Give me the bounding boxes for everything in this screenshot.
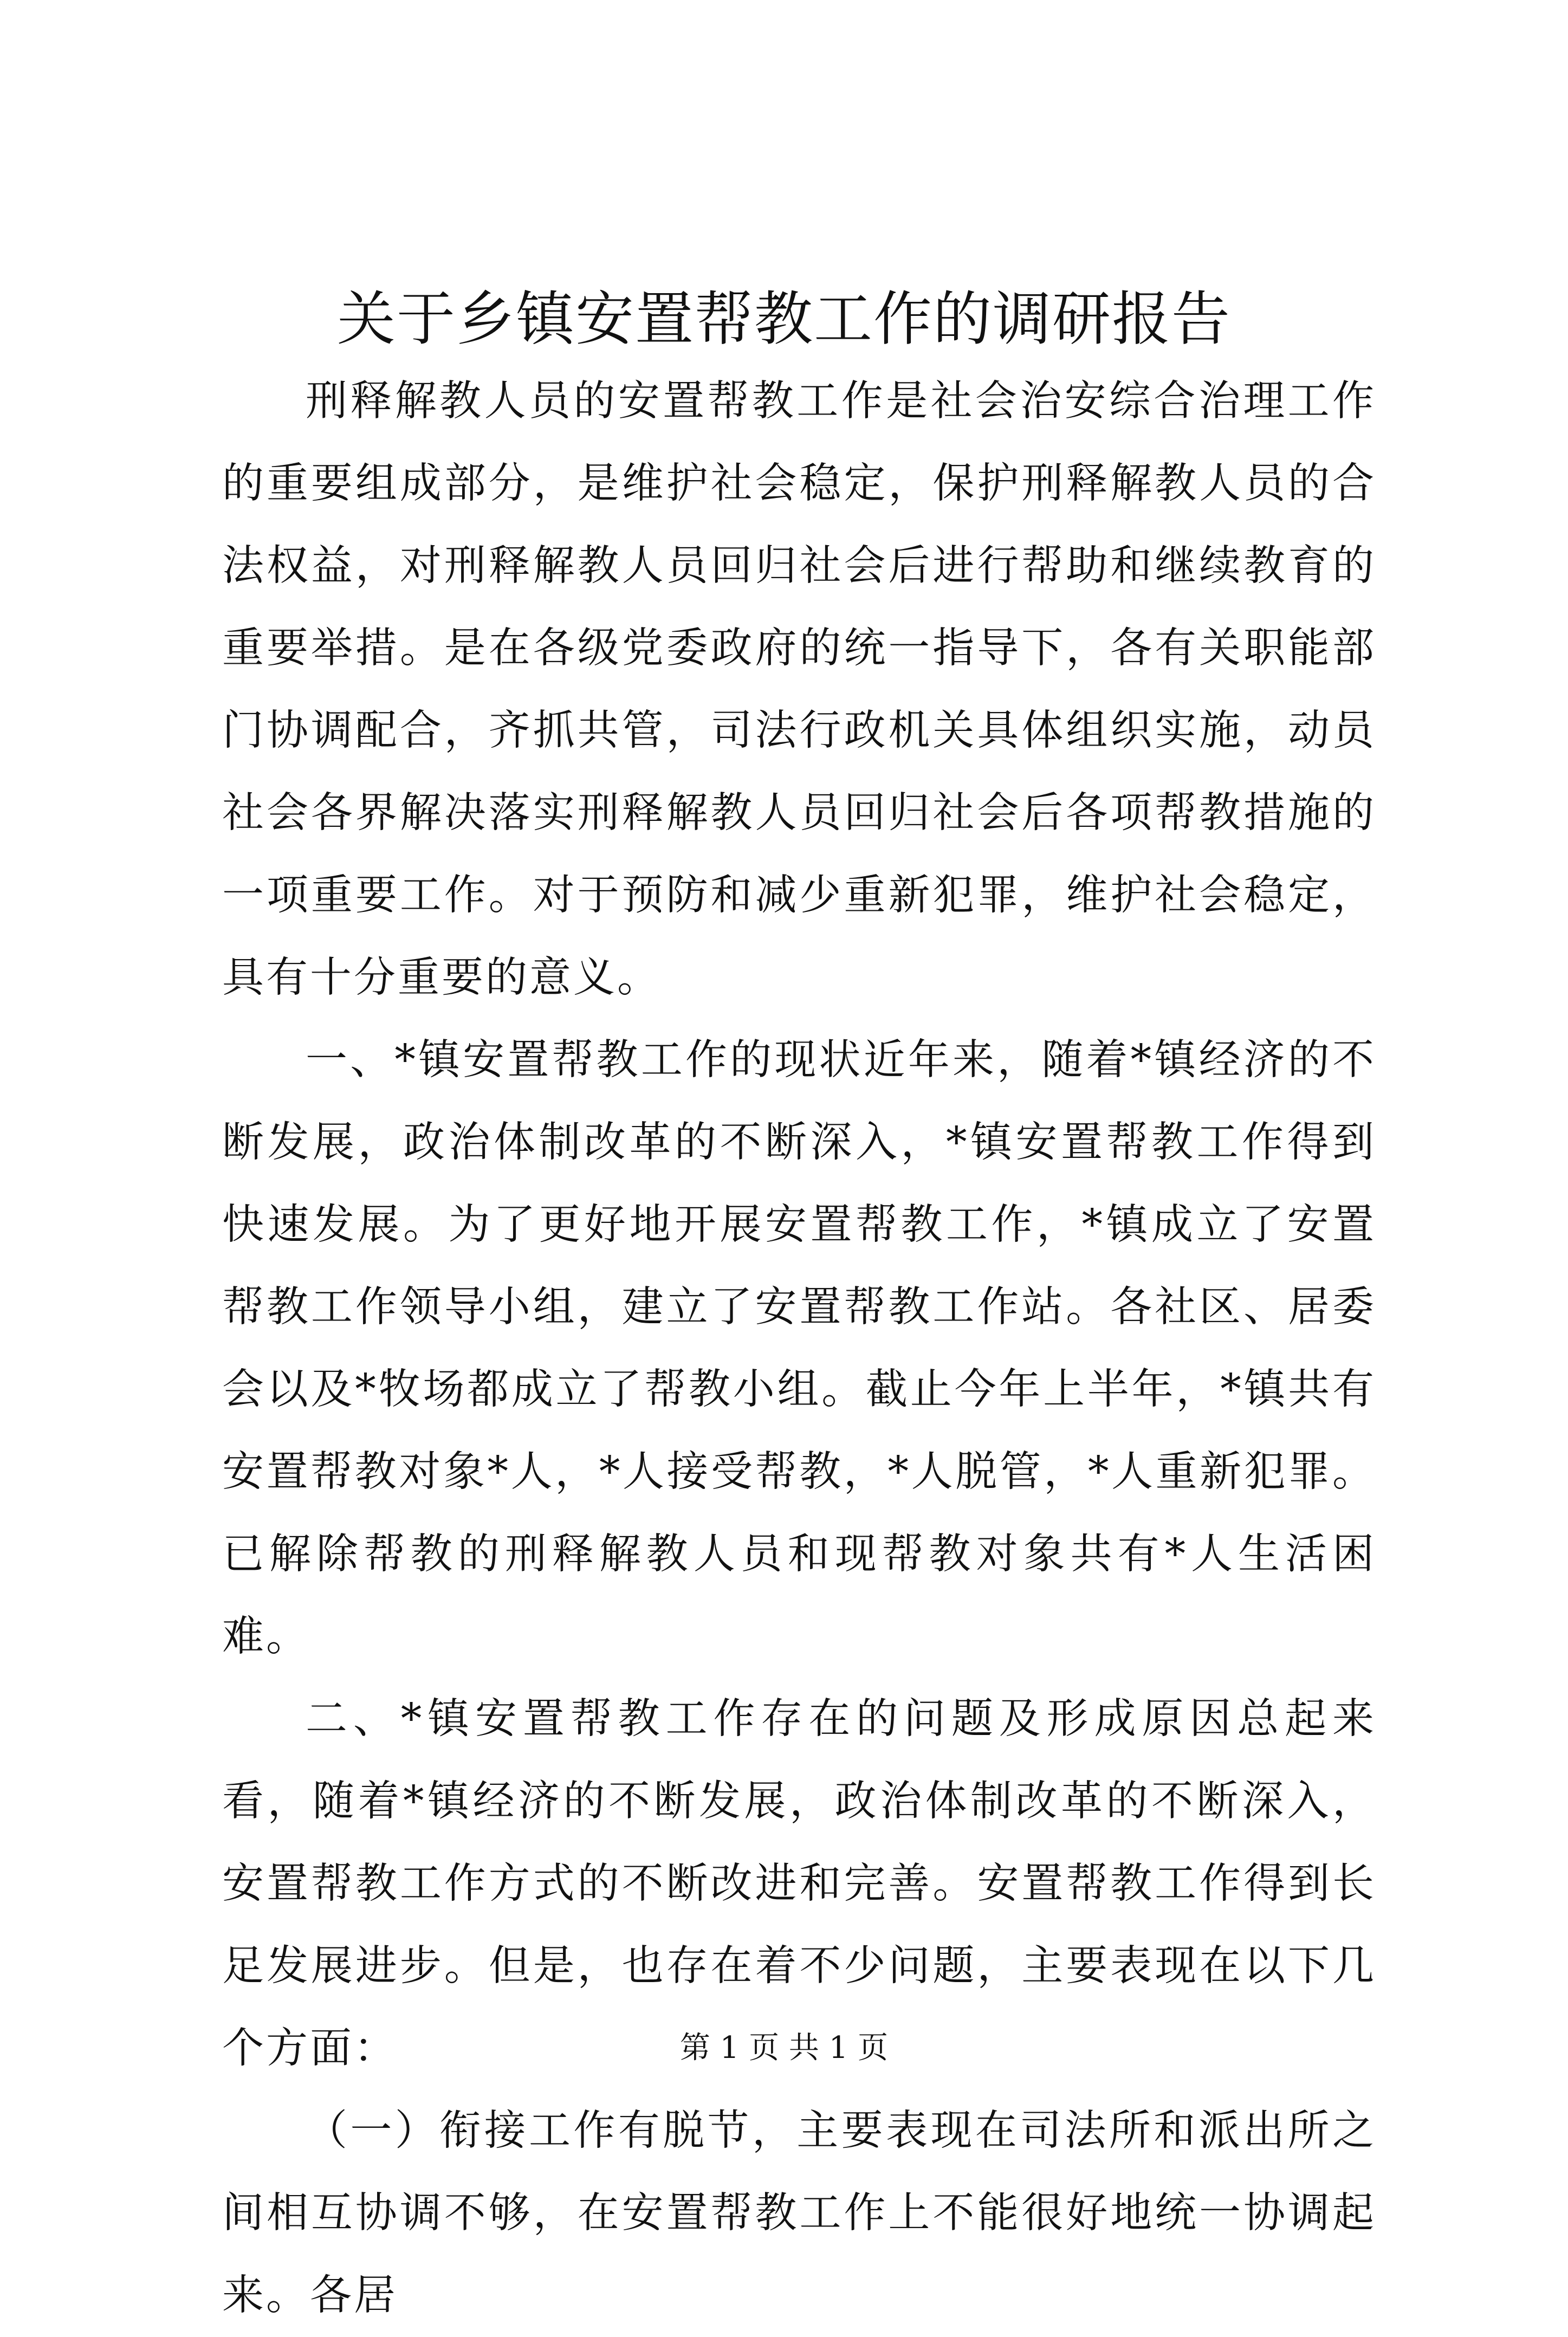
paragraph-section-1: 一、*镇安置帮教工作的现状近年来，随着*镇经济的不断发展，政治体制改革的不断深入，*镇安置帮教工作得到快速发展。为了更好地开展安置帮教工作，*镇成立了安置帮教工作领导小组，建立了安置帮教工作站。各社区、居委会以及*牧场都成立了帮教小组。截止今年上半年，*镇共有安置帮教对象*人，*人接受帮教，*人脱管，*人重新犯罪。已解除帮教的刑释解教人员和现帮教对象共有*人生活困难。: [222, 1036, 1376, 1661]
page-footer: 第 1 页 共 1 页: [679, 2030, 889, 2066]
document-title: 关于乡镇安置帮教工作的调研报告: [336, 286, 1231, 353]
paragraph-subsection-1: （一）衔接工作有脱节，主要表现在司法所和派出所之间相互协调不够，在安置帮教工作上不能很好地统一协调起来。各居: [222, 2107, 1376, 2320]
paragraph-section-2: 二、*镇安置帮教工作存在的问题及形成原因总起来看，随着*镇经济的不断发展，政治体制改革的不断深入，安置帮教工作方式的不断改进和完善。安置帮教工作得到长足发展进步。但是，也存在着不少问题，主要表现在以下几个方面：: [222, 1695, 1376, 2073]
paragraph-intro: 刑释解教人员的安置帮教工作是社会治安综合治理工作的重要组成部分，是维护社会稳定，保护刑释解教人员的合法权益，对刑释解教人员回归社会后进行帮助和继续教育的重要举措。是在各级党委政府的统一指导下，各有关职能部门协调配合，齐抓共管，司法行政机关具体组织实施，动员社会各界解决落实刑释解教人员回归社会后各项帮教措施的一项重要工作。对于预防和减少重新犯罪，维护社会稳定，具有十分重要的意义。: [222, 377, 1376, 1002]
